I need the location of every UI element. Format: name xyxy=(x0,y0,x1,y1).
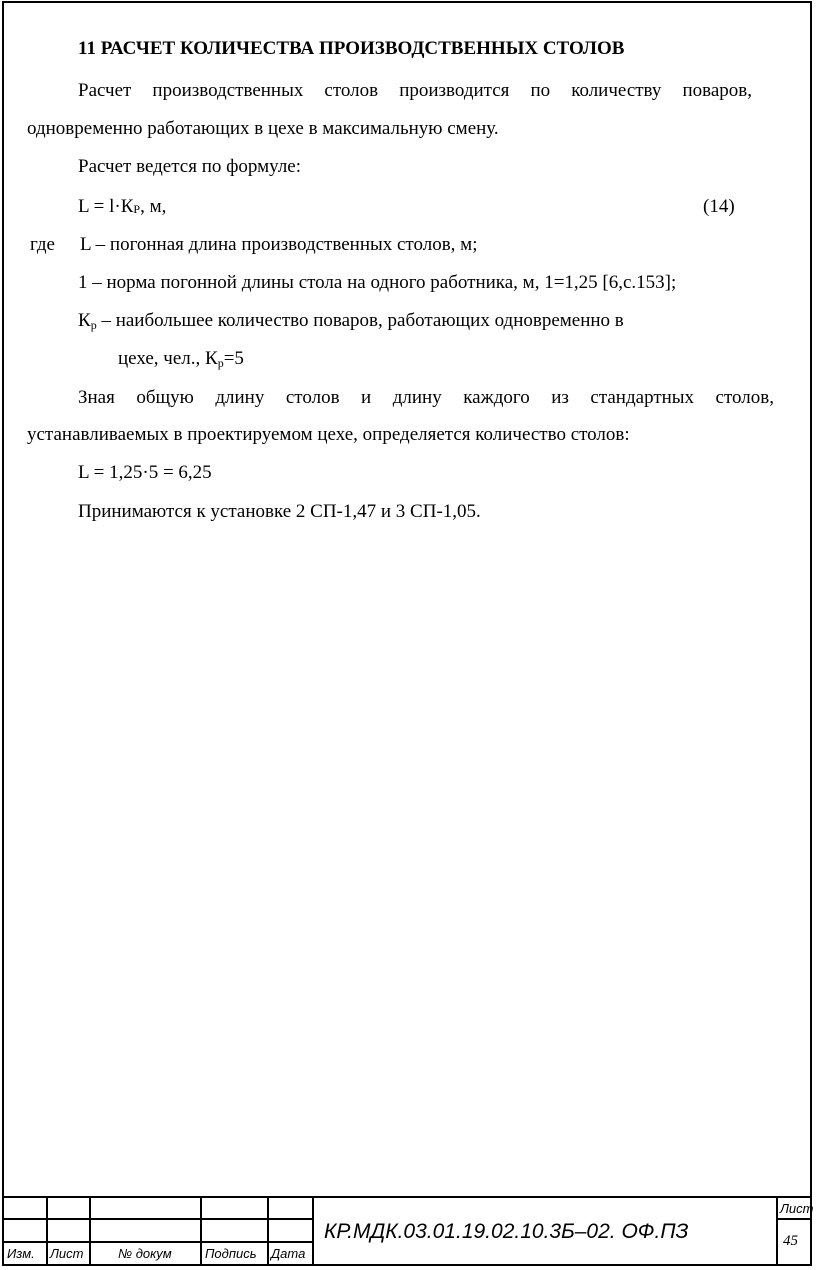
stamp-divider xyxy=(46,1196,48,1266)
calculation: L = 1,25·5 = 6,25 xyxy=(78,462,212,483)
stamp-divider xyxy=(200,1196,202,1266)
paragraph-1-line-1: Расчет производственных столов производится по количеству поваров, xyxy=(78,80,752,101)
paragraph-1-line-2: одновременно работающих в цехе в максимальную смену. xyxy=(27,118,499,139)
stamp-top-line xyxy=(2,1196,810,1198)
formula-lhs: L = l·К xyxy=(78,196,134,217)
stamp-label-list: Лист xyxy=(50,1246,84,1261)
paragraph-2: Расчет ведется по формуле: xyxy=(78,156,302,177)
where-line-3-prefix: К xyxy=(78,310,91,331)
stamp-line xyxy=(2,1218,312,1220)
formula-number: (14) xyxy=(703,196,735,217)
paragraph-3-line-1: Зная общую длину столов и длину каждого из стандартных столов, xyxy=(78,387,774,408)
stamp-label-izm: Изм. xyxy=(7,1246,35,1261)
where-line-4-subscript: р xyxy=(217,356,224,370)
paragraph-3-line-2: устанавливаемых в проектируемом цехе, определяется количество столов: xyxy=(27,424,630,445)
where-line-3-subscript: р xyxy=(90,318,97,332)
formula xyxy=(78,197,166,216)
stamp-label-doc: № докум xyxy=(118,1246,172,1261)
formula-subscript: Р xyxy=(133,202,141,216)
page-frame xyxy=(2,1,812,1266)
stamp-divider xyxy=(312,1196,314,1266)
where-line-3-rest: – наибольшее количество поваров, работающих одновременно в xyxy=(96,310,624,331)
title-block xyxy=(2,1196,812,1266)
stamp-divider xyxy=(267,1196,269,1266)
stamp-label-sign: Подпись xyxy=(205,1246,257,1261)
conclusion: Принимаются к установке 2 СП-1,47 и 3 СП-1,05. xyxy=(78,501,481,522)
stamp-divider xyxy=(776,1196,778,1266)
where-line-4 xyxy=(118,349,244,369)
stamp-line xyxy=(776,1218,810,1220)
where-line-4-prefix: цехе, чел., К xyxy=(118,348,218,369)
section-heading: 11 РАСЧЕТ КОЛИЧЕСТВА ПРОИЗВОДСТВЕННЫХ СТОЛОВ xyxy=(78,38,625,59)
where-line-3 xyxy=(78,311,624,331)
where-word: где xyxy=(30,234,55,255)
stamp-divider xyxy=(89,1196,91,1266)
sheet-number: 45 xyxy=(783,1233,798,1249)
sheet-label: Лист xyxy=(780,1201,814,1216)
where-line-2: 1 – норма погонной длины стола на одного работника, м, 1=1,25 [6,с.153]; xyxy=(78,272,677,293)
formula-rest: , м, xyxy=(140,196,167,217)
where-line-4-rest: =5 xyxy=(223,348,244,369)
where-line-1: L – погонная длина производственных столов, м; xyxy=(80,234,478,255)
stamp-line xyxy=(2,1241,312,1243)
document-code: КР.МДК.03.01.19.02.10.3Б–02. ОФ.ПЗ xyxy=(324,1220,689,1243)
stamp-label-date: Дата xyxy=(271,1246,306,1261)
